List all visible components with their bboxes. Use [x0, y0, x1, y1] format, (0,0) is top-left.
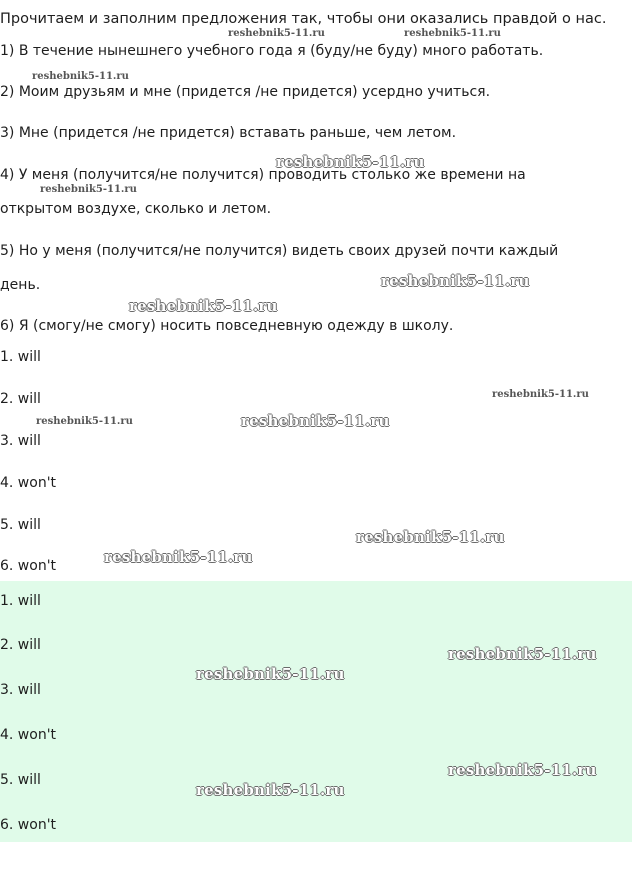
sentence-4-line-1: 4) У меня (получится/не получится) проводить столько же времени на — [0, 167, 526, 183]
watermark: reshebnik5-11.ru — [381, 272, 530, 290]
watermark: reshebnik5-11.ru — [196, 665, 345, 683]
answer-6: 6. won't — [0, 558, 57, 574]
answer-4: 4. won't — [0, 475, 57, 491]
highlight-answer-4: 4. won't — [0, 727, 57, 743]
watermark: reshebnik5-11.ru — [448, 645, 597, 663]
watermark: reshebnik5-11.ru — [36, 416, 133, 427]
answer-3: 3. will — [0, 433, 41, 449]
watermark: reshebnik5-11.ru — [241, 412, 390, 430]
watermark: reshebnik5-11.ru — [404, 28, 501, 39]
sentence-5-line-2: день. — [0, 277, 41, 293]
highlight-answer-3: 3. will — [0, 682, 41, 698]
sentence-2: 2) Моим друзьям и мне (придется /не придется) усердно учиться. — [0, 84, 491, 100]
highlight-answer-5: 5. will — [0, 772, 41, 788]
answer-5: 5. will — [0, 517, 41, 533]
watermark: reshebnik5-11.ru — [228, 28, 325, 39]
watermark: reshebnik5-11.ru — [356, 528, 505, 546]
sentence-4-line-2: открытом воздухе, сколько и летом. — [0, 201, 272, 217]
watermark: reshebnik5-11.ru — [40, 184, 137, 195]
highlight-answer-2: 2. will — [0, 637, 41, 653]
sentence-6: 6) Я (смогу/не смогу) носить повседневную одежду в школу. — [0, 318, 454, 334]
watermark: reshebnik5-11.ru — [196, 781, 345, 799]
watermark: reshebnik5-11.ru — [492, 389, 589, 400]
highlight-answer-1: 1. will — [0, 593, 41, 609]
highlighted-answers-box — [0, 581, 632, 842]
watermark: reshebnik5-11.ru — [104, 548, 253, 566]
sentence-3: 3) Мне (придется /не придется) вставать раньше, чем летом. — [0, 125, 457, 141]
highlight-answer-6: 6. won't — [0, 817, 57, 833]
watermark: reshebnik5-11.ru — [129, 297, 278, 315]
intro-text: Прочитаем и заполним предложения так, чтобы они оказались правдой о нас. — [0, 11, 607, 27]
sentence-5-line-1: 5) Но у меня (получится/не получится) видеть своих друзей почти каждый — [0, 243, 559, 259]
watermark: reshebnik5-11.ru — [32, 71, 129, 82]
answer-2: 2. will — [0, 391, 41, 407]
watermark: reshebnik5-11.ru — [448, 761, 597, 779]
answer-1: 1. will — [0, 349, 41, 365]
watermark: reshebnik5-11.ru — [276, 153, 425, 171]
sentence-1: 1) В течение нынешнего учебного года я (буду/не буду) много работать. — [0, 43, 544, 59]
